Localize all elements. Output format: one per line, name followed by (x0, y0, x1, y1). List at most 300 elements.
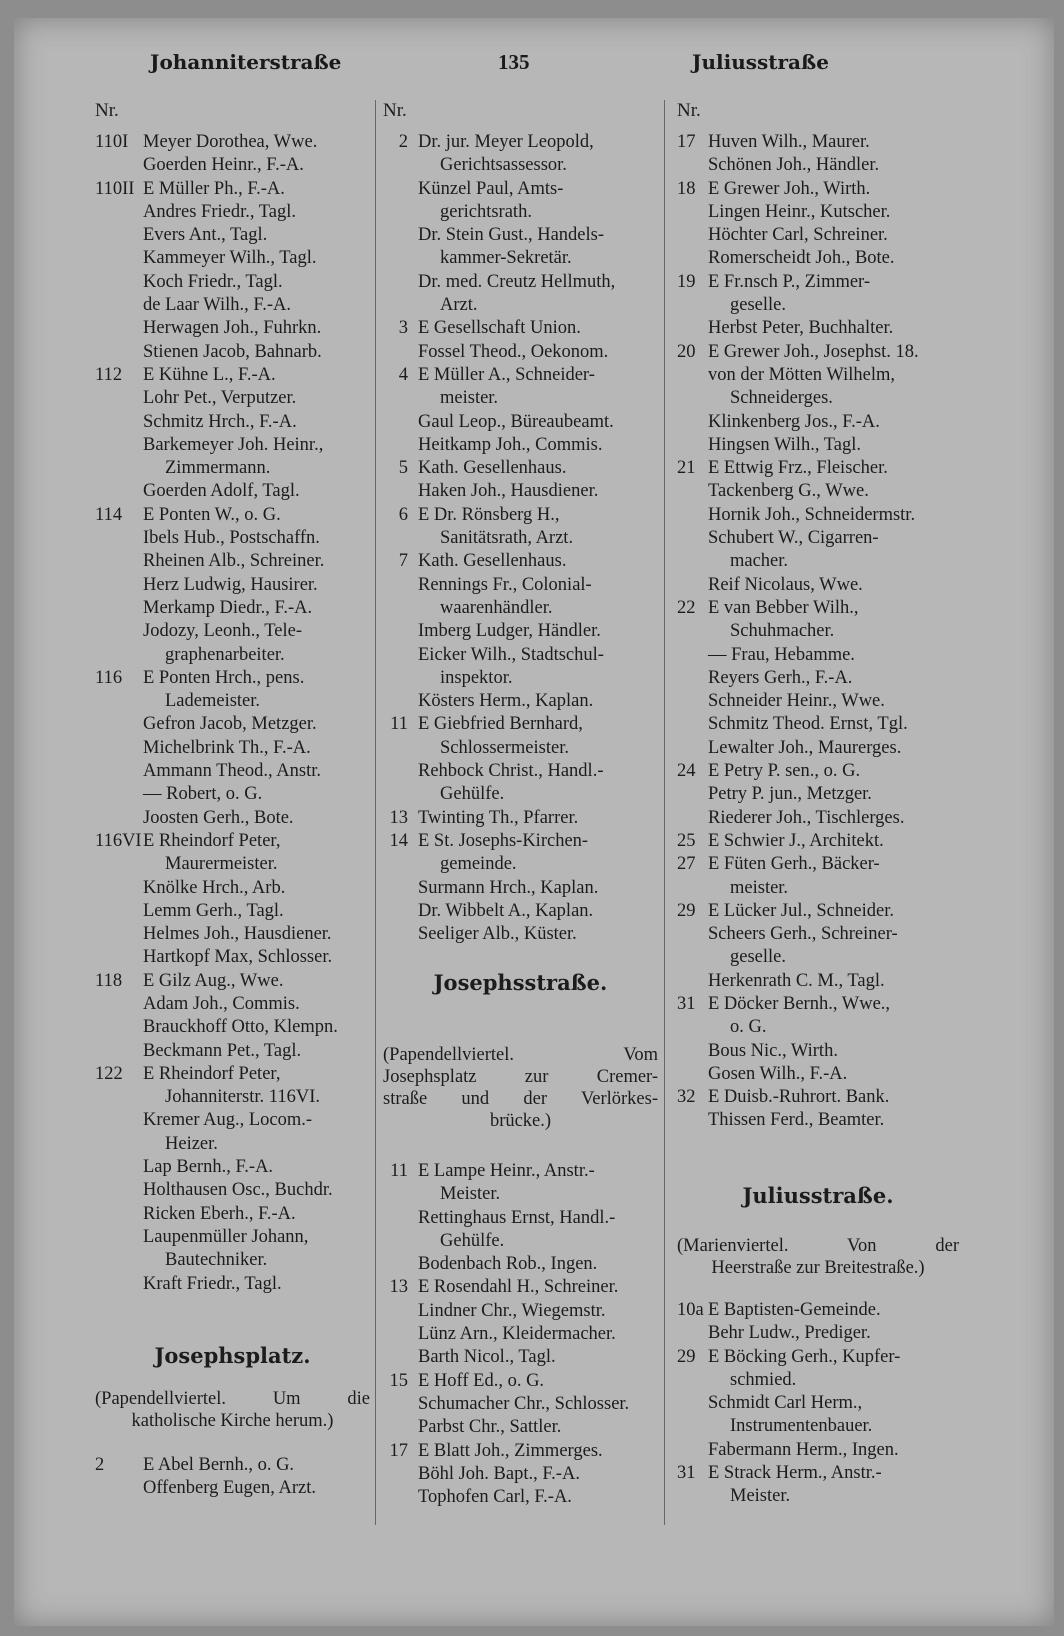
directory-entry (383, 644, 658, 667)
street-heading: Josephsplatz. (154, 1343, 311, 1368)
resident-text: E Baptisten-Gemeinde. (708, 1300, 881, 1320)
resident-text: Eicker Wilh., Stadtschul- (418, 644, 604, 665)
resident-text: Jodozy, Leonh., Tele- (143, 621, 302, 642)
directory-entry (677, 1299, 959, 1322)
resident-text: Offenberg Eugen, Arzt. (143, 1478, 316, 1499)
resident-text: Tophofen Carl, F.-A. (418, 1487, 572, 1508)
resident-text: Meyer Dorothea, Wwe. (143, 132, 318, 152)
resident-text: gemeinde. (440, 854, 517, 875)
directory-entry (95, 434, 370, 457)
directory-entry (677, 411, 959, 434)
resident-text: Goerden Heinr., F.-A. (143, 155, 304, 176)
resident-text: Helmes Joh., Hausdiener. (143, 924, 332, 945)
resident-text: Ricken Eberh., F.-A. (143, 1203, 296, 1224)
resident-text: de Laar Wilh., F.-A. (143, 295, 291, 316)
resident-text: Bodenbach Rob., Ingen. (418, 1254, 598, 1275)
directory-entry (677, 1109, 959, 1132)
running-head-left: Johanniterstraße (150, 50, 342, 74)
directory-entry (383, 1370, 658, 1393)
resident-text: E Schwier J., Architekt. (708, 830, 884, 851)
directory-entry (677, 1439, 959, 1462)
description-line: straße und der Verlörkes- (383, 1089, 658, 1109)
directory-entry (677, 1369, 959, 1392)
directory-entry (677, 620, 959, 643)
directory-entry (677, 317, 959, 340)
directory-entry (677, 1016, 959, 1039)
resident-text: Kath. Gesellenhaus. (418, 551, 567, 572)
resident-text: Herz Ludwig, Hausirer. (143, 574, 318, 595)
directory-entry (95, 1179, 370, 1202)
resident-text: Herwagen Joh., Fuhrkn. (143, 318, 322, 339)
resident-text: E Lücker Jul., Schneider. (708, 900, 894, 921)
entry-list (383, 131, 658, 946)
directory-entry (677, 504, 959, 527)
directory-entry (95, 1477, 370, 1500)
resident-text: Lademeister. (165, 691, 261, 712)
column-divider (375, 100, 376, 1525)
directory-entry (383, 1253, 658, 1276)
resident-text: Reif Nicolaus, Wwe. (708, 574, 863, 595)
house-number: 7 (398, 551, 408, 572)
directory-entry (95, 224, 370, 247)
directory-entry (95, 364, 370, 387)
resident-text: Schneiderges. (730, 388, 833, 409)
directory-entry (677, 154, 959, 177)
directory-entry (95, 1226, 370, 1249)
description-line: katholische Kirche herum.) (131, 1411, 334, 1431)
resident-text: E Kühne L., F.-A. (143, 364, 276, 385)
directory-entry (383, 1183, 658, 1206)
directory-entry (95, 247, 370, 270)
resident-text: Twinting Th., Pfarrer. (418, 807, 579, 828)
entry-list (95, 131, 370, 1296)
house-number: 19 (677, 271, 696, 292)
directory-entry (383, 597, 658, 620)
directory-entry (383, 1323, 658, 1346)
resident-text: Riederer Joh., Tischlerges. (708, 807, 905, 828)
directory-entry (383, 900, 658, 923)
directory-entry (383, 807, 658, 830)
resident-text: Schönen Joh., Händler. (708, 155, 880, 176)
house-number: 21 (677, 458, 696, 479)
house-number: 6 (398, 504, 408, 525)
description-line: (Marienviertel. Von der (677, 1236, 959, 1256)
resident-text: Hornik Joh., Schneidermstr. (708, 504, 916, 525)
house-number: 13 (389, 807, 408, 828)
directory-entry (383, 574, 658, 597)
directory-entry (95, 341, 370, 364)
house-number: 2 (95, 1455, 105, 1475)
directory-entry (677, 877, 959, 900)
resident-text: Böhl Joh. Bapt., F.-A. (418, 1463, 580, 1484)
directory-entry (383, 434, 658, 457)
directory-entry (95, 1086, 370, 1109)
resident-text: Klinkenberg Jos., F.-A. (708, 411, 880, 432)
directory-entry (383, 1300, 658, 1323)
resident-text: Koch Friedr., Tagl. (143, 271, 283, 292)
resident-text: o. G. (730, 1017, 767, 1038)
resident-text: E Fr.nsch P., Zimmer- (708, 271, 871, 292)
resident-text: E Rosendahl H., Schreiner. (418, 1277, 619, 1298)
directory-entry (95, 131, 370, 154)
directory-entry (95, 690, 370, 713)
resident-text: waarenhändler. (440, 597, 553, 618)
resident-text: Laupenmüller Johann, (143, 1226, 309, 1247)
resident-text: Lohr Pet., Verputzer. (143, 388, 297, 409)
directory-entry (383, 131, 658, 154)
directory-entry (677, 1415, 959, 1438)
house-number: 5 (398, 458, 408, 479)
resident-text: Schmitz Hrch., F.-A. (143, 411, 297, 432)
directory-entry (383, 853, 658, 876)
directory-entry (383, 317, 658, 340)
resident-text: E Böcking Gerh., Kupfer- (708, 1346, 901, 1367)
directory-entry (383, 760, 658, 783)
directory-entry (677, 783, 959, 806)
directory-entry (383, 411, 658, 434)
directory-entry (677, 1040, 959, 1063)
directory-entry (383, 1160, 658, 1183)
directory-entry (95, 178, 370, 201)
resident-text: Surmann Hrch., Kaplan. (418, 877, 599, 898)
resident-text: Merkamp Diedr., F.-A. (143, 597, 313, 618)
directory-entry (95, 877, 370, 900)
directory-entry (383, 667, 658, 690)
resident-text: Knölke Hrch., Arb. (143, 877, 286, 898)
house-number: 13 (389, 1277, 408, 1298)
resident-text: inspektor. (440, 667, 513, 688)
resident-text: Scheers Gerh., Schreiner- (708, 924, 898, 945)
directory-entry (677, 713, 959, 736)
resident-text: macher. (730, 551, 789, 572)
resident-text: Gehülfe. (440, 784, 505, 805)
resident-text: Künzel Paul, Amts- (418, 178, 564, 199)
house-number: 31 (677, 1463, 696, 1484)
directory-entry (383, 1346, 658, 1369)
directory-entry (95, 504, 370, 527)
directory-entry (383, 783, 658, 806)
house-number: 110I (95, 132, 129, 152)
resident-text: Stienen Jacob, Bahnarb. (143, 341, 322, 362)
directory-entry (95, 1203, 370, 1226)
house-number: 29 (677, 1346, 696, 1367)
house-number: 29 (677, 900, 696, 921)
resident-text: Herkenrath C. M., Tagl. (708, 970, 885, 991)
house-number: 17 (389, 1440, 408, 1461)
street-description (383, 1044, 658, 1132)
resident-text: Rettinghaus Ernst, Handl.- (418, 1207, 616, 1228)
directory-entry (383, 247, 658, 270)
resident-text: Gaul Leop., Büreaubeamt. (418, 411, 614, 432)
directory-entry (95, 807, 370, 830)
directory-entry (677, 644, 959, 667)
directory-entry (95, 667, 370, 690)
house-number: 20 (677, 341, 696, 362)
directory-entry (383, 364, 658, 387)
directory-entry (677, 550, 959, 573)
resident-text: Holthausen Osc., Buchdr. (143, 1180, 333, 1201)
directory-entry (383, 224, 658, 247)
resident-text: Fossel Theod., Oekonom. (418, 341, 609, 362)
directory-entry (677, 1462, 959, 1485)
directory-entry (383, 1276, 658, 1299)
resident-text: E Müller Ph., F.-A. (143, 178, 285, 199)
house-number: 25 (677, 830, 696, 851)
directory-entry (677, 480, 959, 503)
directory-entry (677, 807, 959, 830)
directory-entry (95, 1133, 370, 1156)
resident-text: E Blatt Joh., Zimmerges. (418, 1440, 603, 1461)
resident-text: Zimmermann. (165, 458, 271, 479)
directory-entry (95, 620, 370, 643)
resident-text: Schmidt Carl Herm., (708, 1393, 863, 1414)
directory-entry (95, 387, 370, 410)
directory-entry (95, 644, 370, 667)
directory-entry (383, 550, 658, 573)
street-description (95, 1388, 370, 1432)
directory-entry (95, 1016, 370, 1039)
directory-entry (677, 178, 959, 201)
house-number: 3 (398, 318, 408, 339)
directory-entry (95, 1273, 370, 1296)
resident-text: Gehülfe. (440, 1230, 505, 1251)
resident-text: Hingsen Wilh., Tagl. (708, 434, 861, 455)
directory-entry (677, 900, 959, 923)
directory-entry (95, 411, 370, 434)
resident-text: Dr. jur. Meyer Leopold, (418, 132, 594, 152)
directory-entry (95, 946, 370, 969)
resident-text: Rennings Fr., Colonial- (418, 574, 592, 595)
resident-text: Schneider Heinr., Wwe. (708, 691, 885, 712)
directory-entry (95, 923, 370, 946)
directory-entry (677, 247, 959, 270)
street-heading: Juliusstraße. (742, 1183, 894, 1208)
nr-label: Nr. (383, 100, 407, 121)
resident-text: E St. Josephs-Kirchen- (418, 830, 589, 851)
directory-entry (95, 853, 370, 876)
directory-entry (383, 341, 658, 364)
directory-entry (95, 597, 370, 620)
resident-text: Johanniterstr. 116VI. (165, 1087, 321, 1108)
directory-entry (677, 364, 959, 387)
resident-text: Barkemeyer Joh. Heinr., (143, 434, 324, 455)
resident-text: Lingen Heinr., Kutscher. (708, 201, 891, 222)
directory-entry (677, 1485, 959, 1508)
directory-entry (677, 1392, 959, 1415)
resident-text: Lemm Gerh., Tagl. (143, 900, 284, 921)
house-number: 110II (95, 178, 135, 199)
house-number: 122 (95, 1063, 123, 1084)
directory-entry (677, 946, 959, 969)
directory-entry (383, 178, 658, 201)
house-number: 10a (677, 1300, 704, 1320)
house-number: 112 (95, 364, 123, 385)
resident-text: E Petry P. sen., o. G. (708, 761, 861, 782)
entry-list (383, 1160, 658, 1509)
directory-entry (383, 527, 658, 550)
directory-entry (677, 527, 959, 550)
resident-text: Heizer. (165, 1133, 218, 1154)
resident-text: Dr. Stein Gust., Handels- (418, 225, 605, 246)
resident-text: Sanitätsrath, Arzt. (440, 528, 574, 549)
resident-text: Dr. Wibbelt A., Kaplan. (418, 900, 594, 921)
directory-entry (677, 760, 959, 783)
directory-entry (383, 830, 658, 853)
directory-entry (95, 574, 370, 597)
directory-entry (383, 690, 658, 713)
resident-text: meister. (730, 877, 789, 898)
street-heading: Josephsstraße. (433, 970, 608, 995)
resident-text: Hartkopf Max, Schlosser. (143, 947, 333, 968)
resident-text: Lünz Arn., Kleidermacher. (418, 1324, 616, 1345)
directory-entry (383, 877, 658, 900)
resident-text: Reyers Gerh., F.-A. (708, 667, 853, 688)
resident-text: von der Mötten Wilhelm, (708, 364, 895, 385)
resident-text: Kremer Aug., Locom.- (143, 1110, 313, 1131)
resident-text: Barth Nicol., Tagl. (418, 1347, 556, 1368)
house-number: 15 (389, 1370, 408, 1391)
house-number: 24 (677, 761, 696, 782)
directory-entry (677, 970, 959, 993)
running-head-right: Juliusstraße (692, 50, 829, 74)
resident-text: E Duisb.-Ruhrort. Bank. (708, 1087, 890, 1108)
column-divider (664, 100, 665, 1525)
resident-text: Thissen Ferd., Beamter. (708, 1110, 885, 1131)
resident-text: Schlossermeister. (440, 737, 569, 758)
directory-entry (677, 737, 959, 760)
directory-entry (677, 1063, 959, 1086)
house-number: 14 (389, 830, 408, 851)
directory-entry (95, 970, 370, 993)
directory-entry (677, 201, 959, 224)
resident-text: Bous Nic., Wirth. (708, 1040, 838, 1061)
directory-entry (383, 294, 658, 317)
resident-text: Imberg Ludger, Händler. (418, 621, 601, 642)
resident-text: E Ponten W., o. G. (143, 504, 281, 525)
directory-entry (677, 1086, 959, 1109)
house-number: 31 (677, 993, 696, 1014)
house-number: 11 (390, 1161, 408, 1181)
house-number: 4 (398, 364, 408, 385)
directory-entry (677, 224, 959, 247)
entry-list (677, 1299, 959, 1509)
directory-entry (677, 574, 959, 597)
directory-entry (383, 1393, 658, 1416)
house-number: 27 (677, 854, 696, 875)
resident-text: E Füten Gerh., Bäcker- (708, 854, 880, 875)
directory-entry (677, 830, 959, 853)
resident-text: geselle. (730, 295, 786, 316)
resident-text: E Hoff Ed., o. G. (418, 1370, 545, 1391)
directory-entry (677, 1322, 959, 1345)
resident-text: Tackenberg G., Wwe. (708, 481, 869, 502)
resident-text: Arzt. (440, 295, 478, 316)
directory-entry (95, 1249, 370, 1272)
resident-text: E Ponten Hrch., pens. (143, 667, 305, 688)
directory-entry (383, 457, 658, 480)
resident-text: Dr. med. Creutz Hellmuth, (418, 271, 616, 292)
resident-text: Andres Friedr., Tagl. (143, 201, 297, 222)
resident-text: schmied. (730, 1369, 797, 1390)
resident-text: Bautechniker. (165, 1250, 268, 1271)
resident-text: Rehbock Christ., Handl.- (418, 761, 604, 782)
resident-text: Ammann Theod., Anstr. (143, 761, 321, 782)
directory-entry (677, 434, 959, 457)
directory-entry (383, 713, 658, 736)
directory-entry (383, 1207, 658, 1230)
resident-text: E Giebfried Bernhard, (418, 714, 583, 735)
resident-text: E Rheindorf Peter, (143, 1063, 281, 1084)
directory-entry (95, 993, 370, 1016)
nr-label: Nr. (95, 100, 119, 121)
directory-entry (383, 1440, 658, 1463)
resident-text: Huven Wilh., Maurer. (708, 132, 870, 152)
entry-list (95, 1454, 370, 1501)
resident-text: Lewalter Joh., Maurerges. (708, 737, 902, 758)
resident-text: E Gesellschaft Union. (418, 318, 581, 339)
directory-entry (95, 737, 370, 760)
resident-text: Herbst Peter, Buchhalter. (708, 318, 894, 339)
directory-entry (95, 271, 370, 294)
resident-text: Schuhmacher. (730, 621, 835, 642)
resident-text: Lap Bernh., F.-A. (143, 1157, 274, 1178)
resident-text: Goerden Adolf, Tagl. (143, 481, 300, 502)
resident-text: kammer-Sekretär. (440, 248, 572, 269)
resident-text: E Grewer Joh., Josephst. 18. (708, 341, 919, 362)
resident-text: Adam Joh., Commis. (143, 993, 300, 1014)
resident-text: Höchter Carl, Schreiner. (708, 225, 888, 246)
directory-entry (95, 201, 370, 224)
directory-entry (383, 154, 658, 177)
house-number: 32 (677, 1087, 696, 1108)
directory-entry (95, 760, 370, 783)
directory-entry (95, 550, 370, 573)
directory-entry (95, 1156, 370, 1179)
directory-entry (677, 993, 959, 1016)
resident-text: Parbst Chr., Sattler. (418, 1417, 562, 1438)
directory-entry (677, 341, 959, 364)
resident-text: meister. (440, 388, 499, 409)
resident-text: E Strack Herm., Anstr.- (708, 1463, 882, 1484)
house-number: 118 (95, 970, 123, 991)
resident-text: Haken Joh., Hausdiener. (418, 481, 599, 502)
resident-text: Evers Ant., Tagl. (143, 225, 268, 246)
resident-text: E Döcker Bernh., Wwe., (708, 993, 891, 1014)
resident-text: E Rheindorf Peter, (143, 830, 281, 851)
entry-list (677, 131, 959, 1133)
resident-text: gerichtsrath. (440, 201, 532, 222)
resident-text: graphenarbeiter. (165, 644, 285, 665)
directory-entry (677, 923, 959, 946)
resident-text: Gefron Jacob, Metzger. (143, 714, 317, 735)
resident-text: Kath. Gesellenhaus. (418, 458, 567, 479)
resident-text: Fabermann Herm., Ingen. (708, 1439, 899, 1460)
directory-entry (677, 457, 959, 480)
resident-text: Joosten Gerh., Bote. (143, 807, 294, 828)
resident-text: E Ettwig Frz., Fleischer. (708, 458, 888, 479)
resident-text: E Abel Bernh., o. G. (143, 1455, 295, 1475)
house-number: 116VI (95, 830, 142, 851)
house-number: 2 (398, 132, 408, 152)
directory-entry (95, 1040, 370, 1063)
directory-entry (383, 504, 658, 527)
directory-entry (95, 783, 370, 806)
directory-entry (383, 201, 658, 224)
resident-text: Meister. (730, 1486, 791, 1507)
resident-text: E Gilz Aug., Wwe. (143, 970, 284, 991)
resident-text: Meister. (440, 1184, 501, 1205)
resident-text: Maurermeister. (165, 854, 278, 875)
